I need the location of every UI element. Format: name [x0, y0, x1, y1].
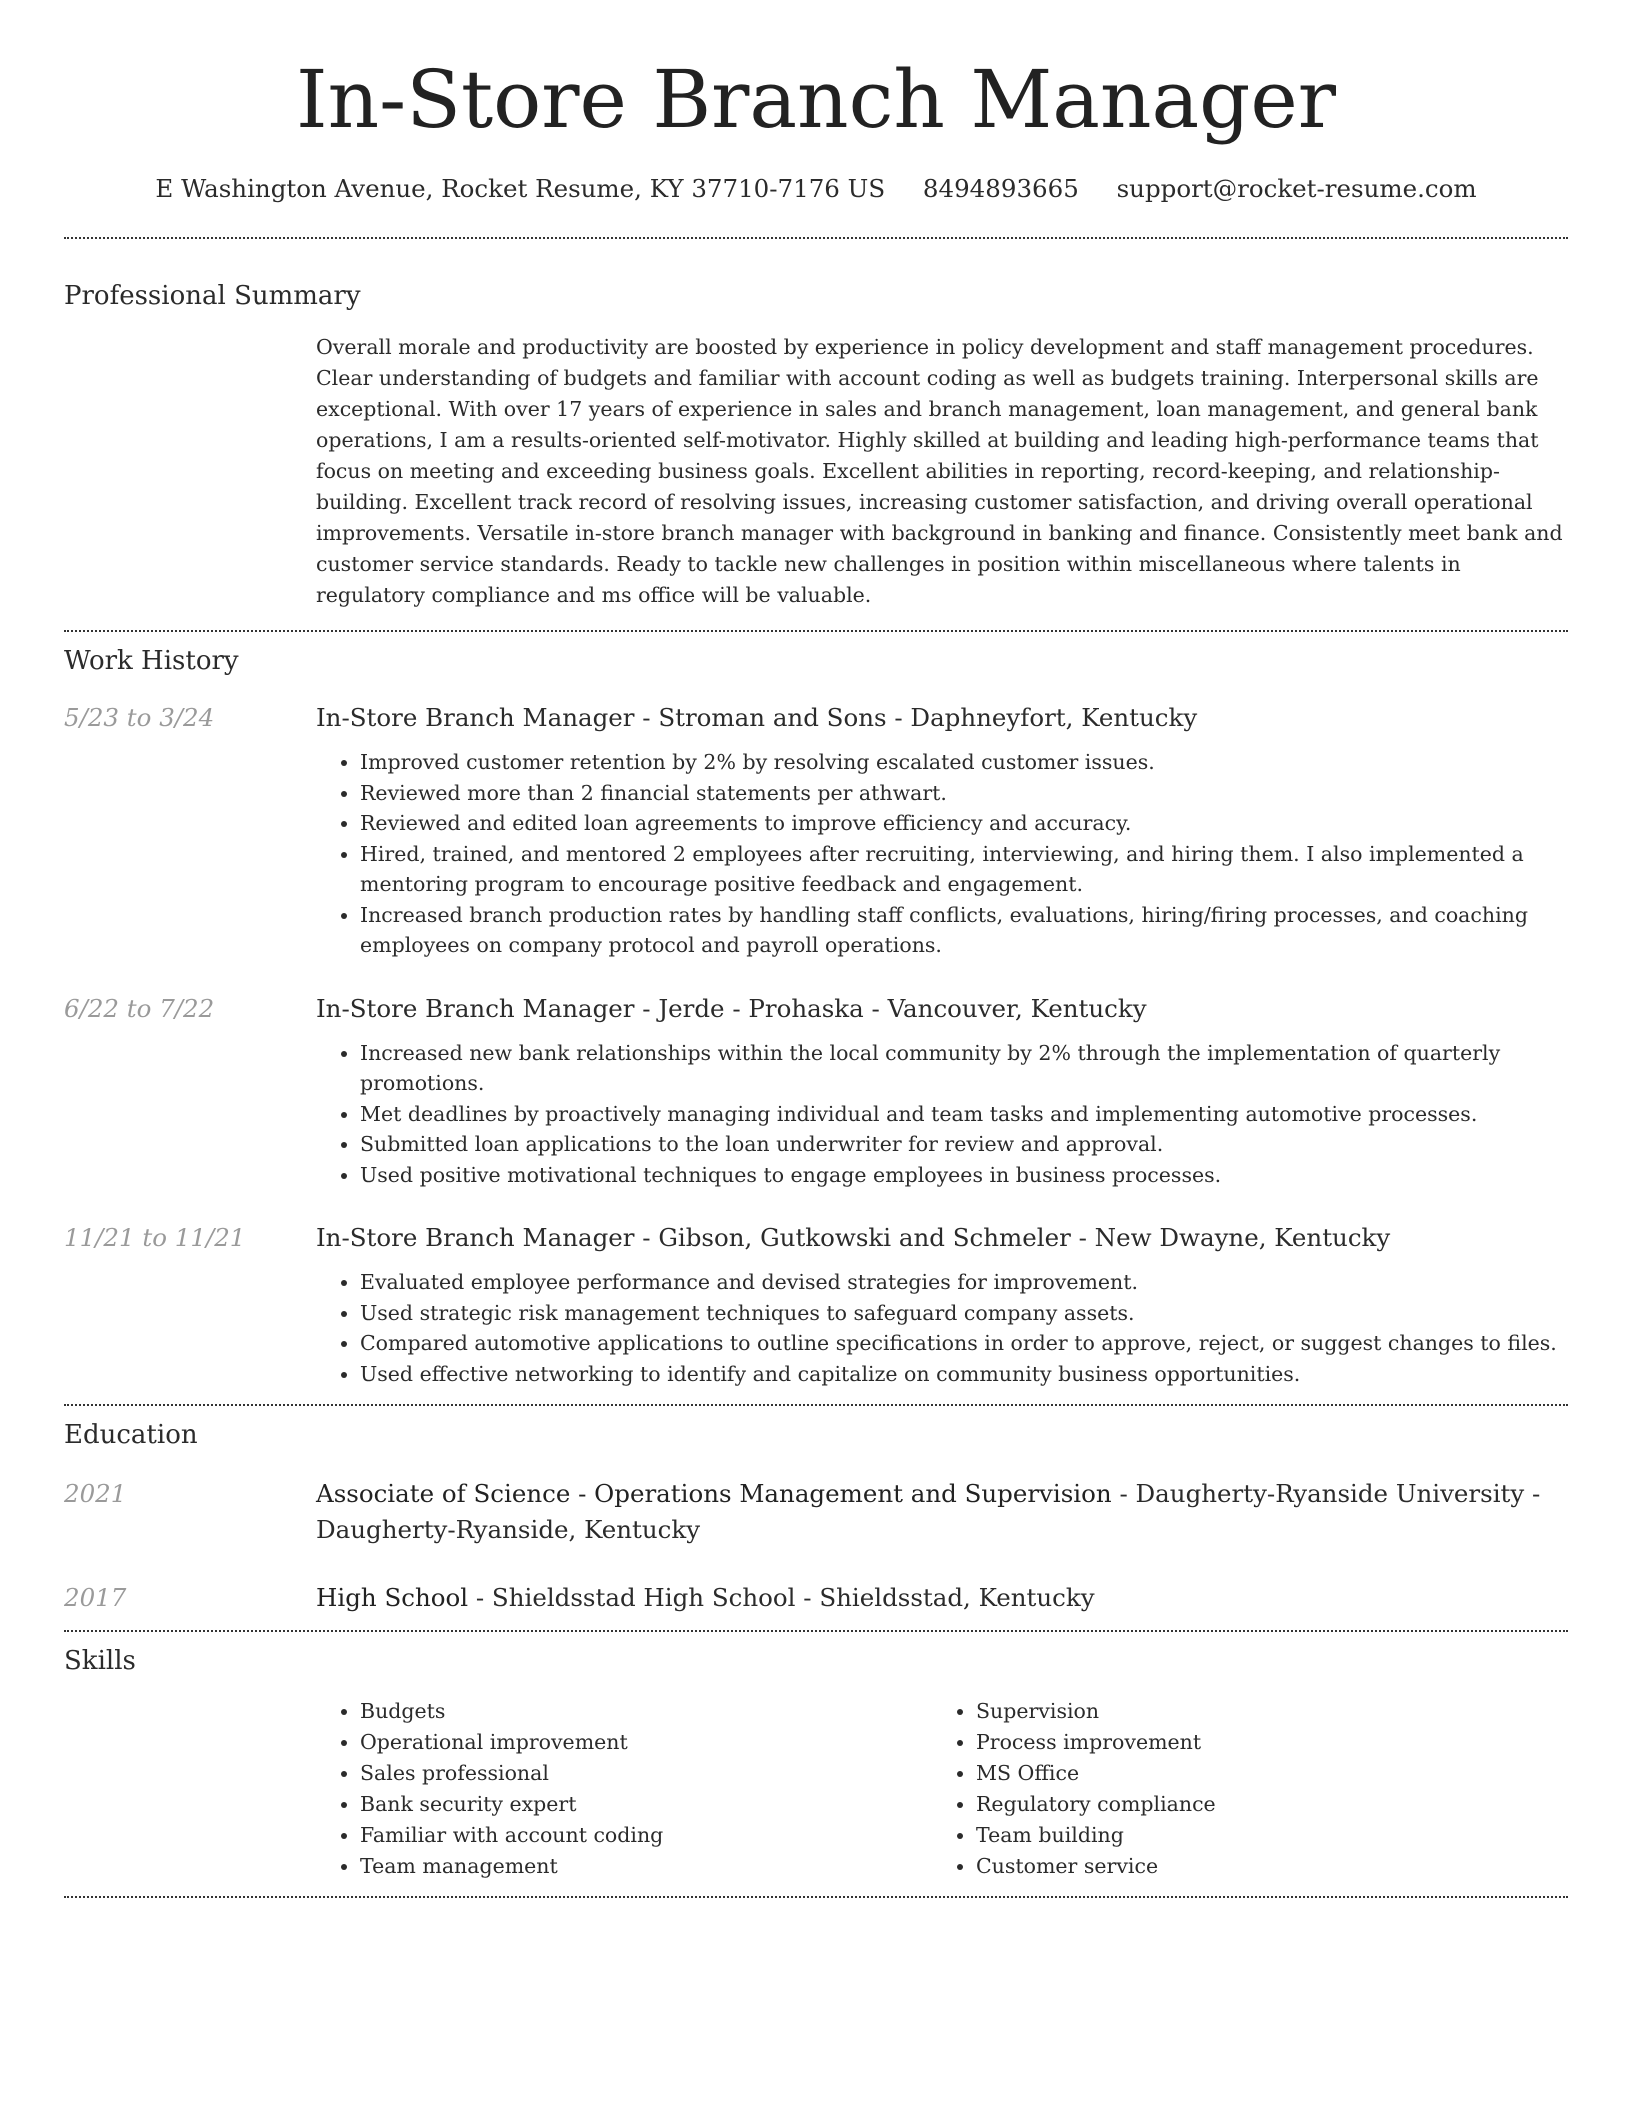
section-title-work: Work History — [64, 646, 239, 676]
list-item: • Reviewed more than 2 financial statements per athwart. — [360, 778, 1568, 809]
skill-item: • Regulatory compliance — [976, 1789, 1548, 1820]
education-degree: Associate of Science - Operations Management and Supervision — [316, 1479, 1112, 1508]
job-bullets — [316, 1038, 1568, 1191]
contact-line — [64, 172, 1568, 206]
skill-item: • Operational improvement — [360, 1727, 932, 1758]
list-item: • Used effective networking to identify and capitalize on community business opportunities. — [360, 1359, 1568, 1390]
divider — [64, 1404, 1568, 1406]
job-bullets — [316, 1267, 1568, 1389]
education-school: - Shieldsstad High School - Shieldsstad, Kentucky — [468, 1583, 1095, 1612]
skill-item: • Team building — [976, 1820, 1548, 1851]
job-date: 5/23 to 3/24 — [64, 703, 215, 732]
job-entry — [64, 992, 1568, 1191]
skills-list — [316, 1696, 1568, 1882]
job-date: 11/21 to 11/21 — [64, 1223, 246, 1252]
email: support@rocket-resume.com — [1116, 174, 1477, 203]
job-date: 6/22 to 7/22 — [64, 993, 215, 1023]
skill-item: • Supervision — [976, 1696, 1548, 1727]
list-item: • Hired, trained, and mentored 2 employees after recruiting, interviewing, and hiring them. I also implemented a mentoring program to encourage positive feedback and engagement. — [360, 839, 1568, 900]
education-school: - Daugherty-Ryanside University - Daugherty-Ryanside, Kentucky — [316, 1479, 1541, 1544]
divider — [64, 1630, 1568, 1632]
job-entry — [64, 1221, 1568, 1389]
list-item: • Compared automotive applications to outline specifications in order to approve, reject, or suggest changes to files. — [360, 1328, 1568, 1359]
education-entry — [64, 1476, 1568, 1548]
list-item: • Met deadlines by proactively managing individual and team tasks and implementing automotive processes. — [360, 1099, 1568, 1130]
skill-item: • Familiar with account coding — [360, 1820, 932, 1851]
job-bullets — [316, 747, 1568, 961]
list-item: • Reviewed and edited loan agreements to improve efficiency and accuracy. — [360, 808, 1568, 839]
list-item: • Used strategic risk management techniques to safeguard company assets. — [360, 1298, 1568, 1329]
candidate-name: In-Store Branch Manager — [296, 53, 1336, 146]
job-heading: In-Store Branch Manager - Jerde - Prohaska - Vancouver, Kentucky — [316, 993, 1147, 1023]
list-item: • Increased branch production rates by handling staff conflicts, evaluations, hiring/firing processes, and coaching employees on company protocol and payroll operations. — [360, 900, 1568, 961]
job-entry — [64, 701, 1568, 961]
list-item: • Improved customer retention by 2% by resolving escalated customer issues. — [360, 747, 1568, 778]
divider — [64, 1896, 1568, 1898]
skills-column-left — [316, 1696, 932, 1882]
list-item: • Submitted loan applications to the loan underwriter for review and approval. — [360, 1129, 1568, 1160]
address: E Washington Avenue, Rocket Resume, KY 37710-7176 US — [155, 174, 886, 203]
job-heading: In-Store Branch Manager - Gibson, Gutkowski and Schmeler - New Dwayne, Kentucky — [316, 1223, 1391, 1252]
phone: 8494893665 — [922, 174, 1079, 203]
list-item: • Increased new bank relationships within the local community by 2% through the implementation of quarterly promotions. — [360, 1038, 1568, 1099]
job-heading: In-Store Branch Manager - Stroman and Sons - Daphneyfort, Kentucky — [316, 703, 1198, 732]
section-title-skills: Skills — [64, 1646, 136, 1676]
skill-item: • Team management — [360, 1851, 932, 1882]
summary-text: Overall morale and productivity are boosted by experience in policy development and staff management procedures. Clear understanding of budgets and familiar with account coding as well as budgets training. Interpersonal skills are exceptional. With over 17 years of experience in sales and branch management, loan management, and general bank operations, I am a results-oriented self-motivator. Highly skilled at building and leading high-performance teams that focus on meeting and exceeding business goals. Excellent abilities in reporting, record-keeping, and relationship-building. Excellent track record of resolving issues, increasing customer satisfaction, and driving overall operational improvements. Versatile in-store branch manager with background in banking and finance. Consistently meet bank and customer service standards. Ready to tackle new challenges in position within miscellaneous where talents in regulatory compliance and ms office will be valuable. — [316, 335, 1563, 607]
skill-item: • MS Office — [976, 1758, 1548, 1789]
education-degree: High School — [316, 1583, 469, 1612]
education-entry — [64, 1580, 1568, 1616]
resume-page — [64, 0, 1568, 1898]
skill-item: • Budgets — [360, 1696, 932, 1727]
education-year: 2021 — [64, 1479, 127, 1508]
divider — [64, 630, 1568, 632]
skills-column-right — [932, 1696, 1548, 1882]
section-title-education: Education — [64, 1420, 198, 1450]
list-item: • Evaluated employee performance and devised strategies for improvement. — [360, 1267, 1568, 1298]
divider — [64, 237, 1568, 239]
list-item: • Used positive motivational techniques to engage employees in business processes. — [360, 1160, 1568, 1191]
section-title-summary: Professional Summary — [64, 281, 361, 311]
skill-item: • Customer service — [976, 1851, 1548, 1882]
skill-item: • Sales professional — [360, 1758, 932, 1789]
education-year: 2017 — [64, 1583, 127, 1612]
skill-item: • Bank security expert — [360, 1789, 932, 1820]
skill-item: • Process improvement — [976, 1727, 1548, 1758]
